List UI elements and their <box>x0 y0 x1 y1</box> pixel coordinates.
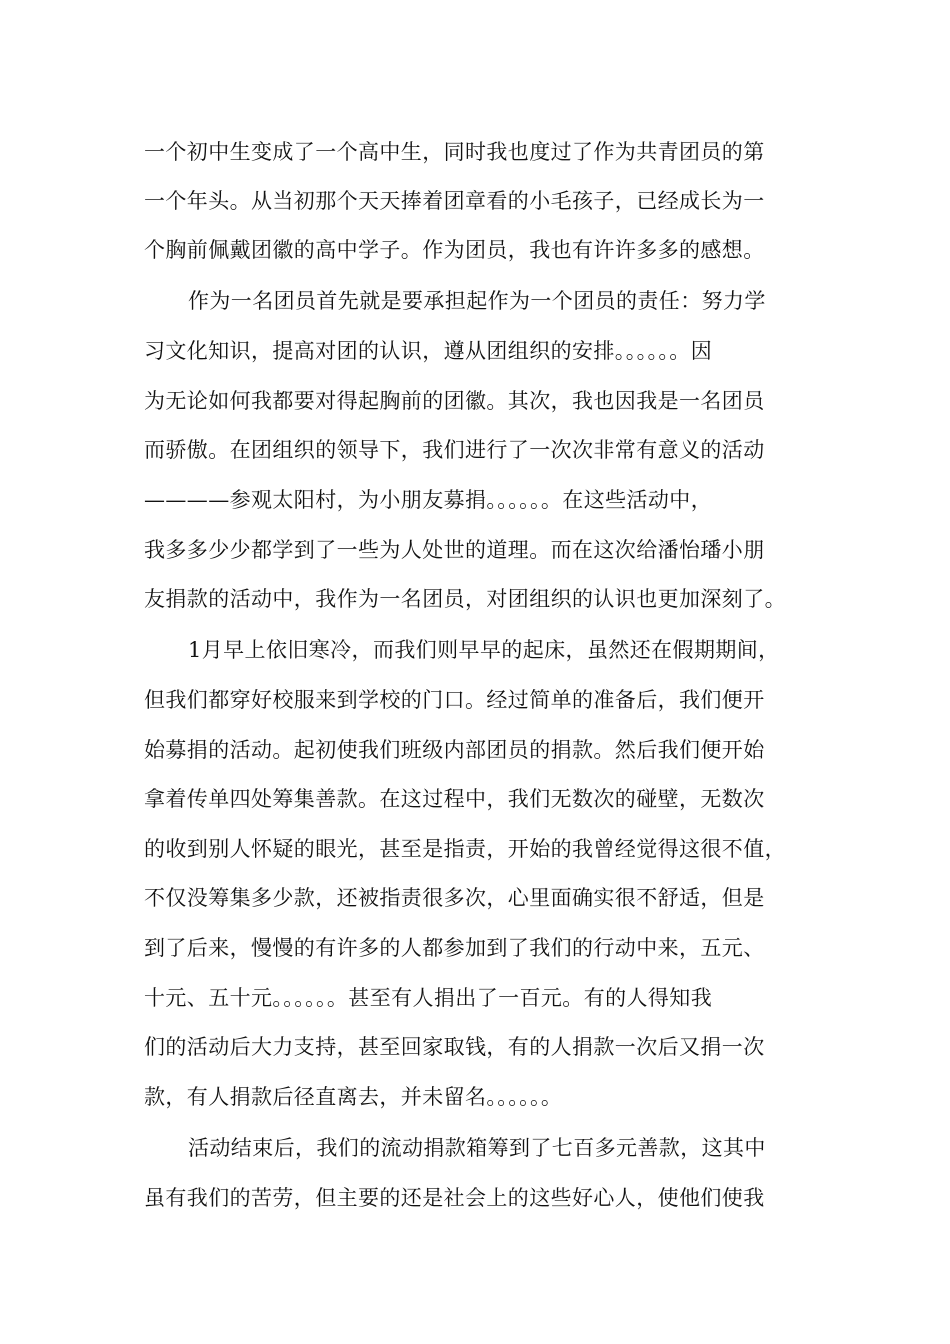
text-line: 虽有我们的苦劳，但主要的还是社会上的这些好心人，使他们使我 <box>144 1186 765 1210</box>
text-line: 拿着传单四处筹集善款。在这过程中，我们无数次的碰壁，无数次 <box>144 787 765 811</box>
text-line: 们的活动后大力支持，甚至回家取钱，有的人捐款一次后又捐一次 <box>144 1035 765 1059</box>
text-line: 的收到别人怀疑的眼光，甚至是指责，开始的我曾经觉得这很不值， <box>144 837 786 861</box>
text-line: 个胸前佩戴团徽的高中学子。作为团员，我也有许许多多的感想。 <box>144 238 765 262</box>
text-line: 友捐款的活动中，我作为一名团员，对团组织的认识也更加深刻了。 <box>144 587 786 611</box>
text-line: 我多多少少都学到了一些为人处世的道理。而在这次给潘怡璠小朋 <box>144 538 765 562</box>
text-line: 而骄傲。在团组织的领导下，我们进行了一次次非常有意义的活动 <box>144 438 765 462</box>
text-line: 但我们都穿好校服来到学校的门口。经过简单的准备后，我们便开 <box>144 688 765 712</box>
text-line: 一个初中生变成了一个高中生，同时我也度过了作为共青团员的第 <box>144 140 765 164</box>
text-line: 不仅没筹集多少款，还被指责很多次，心里面确实很不舒适，但是 <box>144 886 765 910</box>
paragraph-first-line: 作为一名团员首先就是要承担起作为一个团员的责任：努力学 <box>188 289 766 313</box>
paragraph-first-line: 1月早上依旧寒冷，而我们则早早的起床，虽然还在假期期间， <box>188 638 780 662</box>
text-line: 始募捐的活动。起初使我们班级内部团员的捐款。然后我们便开始 <box>144 738 765 762</box>
text-line: 习文化知识，提高对团的认识，遵从团组织的安排。。。。。。因 <box>144 339 713 363</box>
text-line: 款，有人捐款后径直离去，并未留名。。。。。。 <box>144 1085 563 1109</box>
text-line: 为无论如何我都要对得起胸前的团徽。其次，我也因我是一名团员 <box>144 389 765 413</box>
text-line: 一个年头。从当初那个天天捧着团章看的小毛孩子，已经成长为一 <box>144 189 765 213</box>
paragraph-first-line: 活动结束后，我们的流动捐款箱筹到了七百多元善款，这其中 <box>188 1136 766 1160</box>
text-line: ————参观太阳村，为小朋友募捐。。。。。。在这些活动中， <box>144 488 713 512</box>
text-line: 十元、五十元。。。。。。甚至有人捐出了一百元。有的人得知我 <box>144 986 713 1010</box>
text-line: 到了后来，慢慢的有许多的人都参加到了我们的行动中来，五元、 <box>144 936 765 960</box>
